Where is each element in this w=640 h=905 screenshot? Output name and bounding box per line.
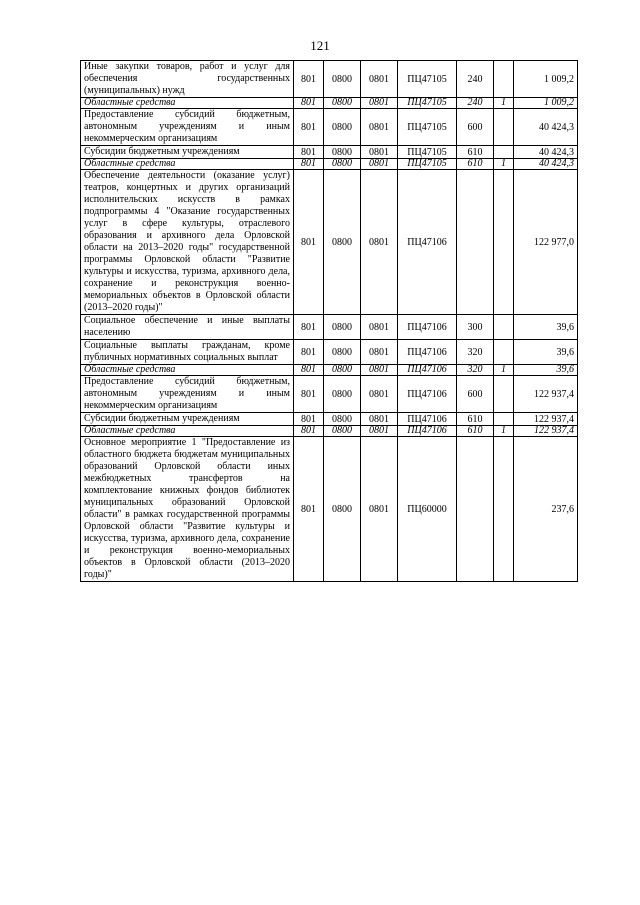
cell-amount: 40 424,3: [514, 146, 578, 159]
table-row: [81, 315, 578, 340]
table-row: [81, 376, 578, 413]
cell-amount: 1 009,2: [514, 61, 578, 98]
budget-table: [80, 60, 578, 582]
cell-name: Обеспечение деятельности (оказание услуг) театров, концертных и других организаций исполнительских искусств в рамках подпрограммы 4 "Оказание государственных услуг в сфере культуры, отраслевого образования и архивного дела Орловской области на 2013–2020 годы" государственной программы Орловской области "Развитие культуры и искусства, туризма, архивного дела, сохранение и реконструкция военно-мемориальных объектов в Орловской области (2013–2020 годы)": [81, 170, 294, 315]
cell-razdel: 0800: [324, 109, 361, 146]
cell-ved: 801: [294, 340, 324, 365]
cell-name: Основное мероприятие 1 "Предоставление из областного бюджета бюджетам муниципальных образований Орловской области иных межбюджетных трансфертов на комплектование книжных фондов библиотек муниципальных образований Орловской области" в рамках государственной программы Орловской области "Развитие культуры и искусства, туризма, архивного дела, сохранение и реконструкция военно-мемориальных объектов в Орловской области (2013–2020 годы)": [81, 437, 294, 582]
cell-razdel: 0800: [324, 98, 361, 109]
cell-ved: 801: [294, 170, 324, 315]
cell-razdel: 0800: [324, 437, 361, 582]
cell-vr: [457, 437, 494, 582]
cell-ved: 801: [294, 98, 324, 109]
cell-name: Областные средства: [81, 426, 294, 437]
cell-name: Областные средства: [81, 98, 294, 109]
cell-vr: [457, 170, 494, 315]
cell-podrazdel: 0801: [361, 109, 398, 146]
cell-podrazdel: 0801: [361, 437, 398, 582]
cell-source: 1: [494, 365, 514, 376]
table-row: [81, 170, 578, 315]
cell-podrazdel: 0801: [361, 146, 398, 159]
cell-csr: ПЦ47106: [398, 315, 457, 340]
table-row: [81, 437, 578, 582]
cell-source: [494, 61, 514, 98]
cell-podrazdel: 0801: [361, 413, 398, 426]
cell-name: Областные средства: [81, 365, 294, 376]
cell-amount: 122 937,4: [514, 426, 578, 437]
cell-name: Предоставление субсидий бюджетным, автономным учреждениям и иным некоммерческим организациям: [81, 376, 294, 413]
cell-csr: ПЦ47106: [398, 170, 457, 315]
cell-vr: 240: [457, 98, 494, 109]
cell-source: [494, 170, 514, 315]
cell-amount: 237,6: [514, 437, 578, 582]
cell-amount: 39,6: [514, 315, 578, 340]
cell-podrazdel: 0801: [361, 365, 398, 376]
cell-podrazdel: 0801: [361, 315, 398, 340]
cell-ved: 801: [294, 365, 324, 376]
cell-amount: 39,6: [514, 365, 578, 376]
cell-vr: 320: [457, 340, 494, 365]
cell-podrazdel: 0801: [361, 426, 398, 437]
cell-ved: 801: [294, 376, 324, 413]
cell-amount: 1 009,2: [514, 98, 578, 109]
cell-razdel: 0800: [324, 146, 361, 159]
cell-name: Социальное обеспечение и иные выплаты населению: [81, 315, 294, 340]
cell-csr: ПЦ47105: [398, 109, 457, 146]
table-row: [81, 426, 578, 437]
cell-csr: ПЦ47105: [398, 159, 457, 170]
cell-podrazdel: 0801: [361, 376, 398, 413]
cell-source: [494, 146, 514, 159]
cell-podrazdel: 0801: [361, 170, 398, 315]
cell-amount: 122 937,4: [514, 376, 578, 413]
cell-ved: 801: [294, 315, 324, 340]
cell-amount: 40 424,3: [514, 109, 578, 146]
table-row: [81, 340, 578, 365]
cell-razdel: 0800: [324, 170, 361, 315]
table-row: [81, 413, 578, 426]
cell-razdel: 0800: [324, 426, 361, 437]
table-row: [81, 365, 578, 376]
cell-name: Областные средства: [81, 159, 294, 170]
cell-source: [494, 340, 514, 365]
cell-razdel: 0800: [324, 340, 361, 365]
cell-source: [494, 413, 514, 426]
table-row: [81, 98, 578, 109]
cell-vr: 610: [457, 413, 494, 426]
cell-vr: 610: [457, 426, 494, 437]
cell-csr: ПЦ47106: [398, 426, 457, 437]
cell-source: 1: [494, 98, 514, 109]
cell-vr: 610: [457, 159, 494, 170]
cell-podrazdel: 0801: [361, 98, 398, 109]
cell-csr: ПЦ47105: [398, 61, 457, 98]
cell-razdel: 0800: [324, 61, 361, 98]
cell-razdel: 0800: [324, 413, 361, 426]
cell-csr: ПЦ60000: [398, 437, 457, 582]
cell-vr: 320: [457, 365, 494, 376]
table-row: [81, 109, 578, 146]
cell-ved: 801: [294, 61, 324, 98]
cell-source: [494, 437, 514, 582]
cell-vr: 600: [457, 109, 494, 146]
cell-source: 1: [494, 159, 514, 170]
cell-razdel: 0800: [324, 315, 361, 340]
cell-vr: 240: [457, 61, 494, 98]
cell-vr: 300: [457, 315, 494, 340]
cell-csr: ПЦ47106: [398, 413, 457, 426]
cell-name: Субсидии бюджетным учреждениям: [81, 413, 294, 426]
cell-name: Иные закупки товаров, работ и услуг для обеспечения государственных (муниципальных) нужд: [81, 61, 294, 98]
cell-amount: 122 937,4: [514, 413, 578, 426]
page-number: 121: [310, 38, 330, 53]
cell-vr: 610: [457, 146, 494, 159]
cell-razdel: 0800: [324, 159, 361, 170]
cell-vr: 600: [457, 376, 494, 413]
cell-csr: ПЦ47105: [398, 146, 457, 159]
cell-csr: ПЦ47106: [398, 340, 457, 365]
cell-podrazdel: 0801: [361, 159, 398, 170]
cell-name: Субсидии бюджетным учреждениям: [81, 146, 294, 159]
cell-razdel: 0800: [324, 376, 361, 413]
cell-amount: 122 977,0: [514, 170, 578, 315]
cell-podrazdel: 0801: [361, 340, 398, 365]
cell-name: Социальные выплаты гражданам, кроме публичных нормативных социальных выплат: [81, 340, 294, 365]
cell-source: [494, 109, 514, 146]
cell-ved: 801: [294, 159, 324, 170]
table-row: [81, 146, 578, 159]
cell-csr: ПЦ47106: [398, 365, 457, 376]
cell-ved: 801: [294, 437, 324, 582]
table-row: [81, 159, 578, 170]
table-row: [81, 61, 578, 98]
cell-source: [494, 315, 514, 340]
cell-ved: 801: [294, 426, 324, 437]
cell-source: [494, 376, 514, 413]
table-body: [81, 61, 578, 582]
cell-source: 1: [494, 426, 514, 437]
cell-csr: ПЦ47106: [398, 376, 457, 413]
cell-amount: 40 424,3: [514, 159, 578, 170]
cell-razdel: 0800: [324, 365, 361, 376]
cell-podrazdel: 0801: [361, 61, 398, 98]
cell-ved: 801: [294, 146, 324, 159]
cell-name: Предоставление субсидий бюджетным, автономным учреждениям и иным некоммерческим организациям: [81, 109, 294, 146]
cell-amount: 39,6: [514, 340, 578, 365]
cell-ved: 801: [294, 109, 324, 146]
cell-ved: 801: [294, 413, 324, 426]
cell-csr: ПЦ47105: [398, 98, 457, 109]
